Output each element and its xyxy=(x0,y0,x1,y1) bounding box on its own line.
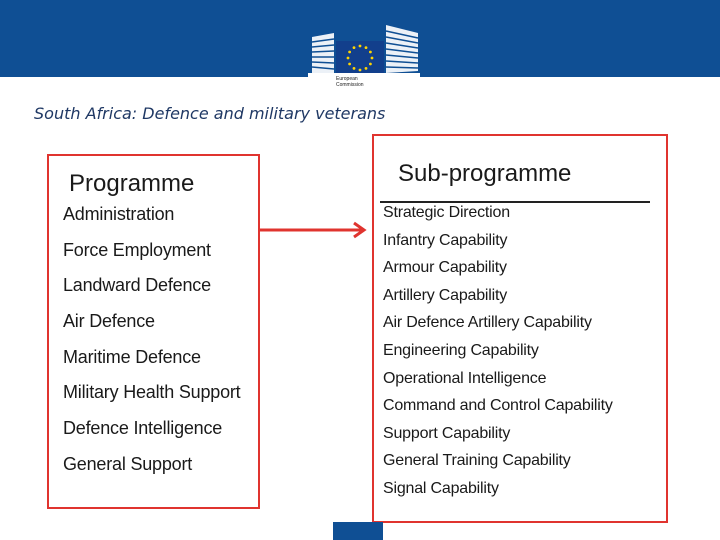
sub-programme-item: Engineering Capability xyxy=(383,341,539,359)
sub-programme-item: Command and Control Capability xyxy=(383,397,613,415)
sub-programme-item: Support Capability xyxy=(383,424,511,442)
sub-programme-item: Signal Capability xyxy=(383,479,499,497)
sub-programme-item: General Training Capability xyxy=(383,452,571,470)
slide-title: South Africa: Defence and military veterans xyxy=(34,104,386,123)
arrow-icon xyxy=(258,219,374,243)
logo-caption: European Commission xyxy=(336,76,364,88)
programme-item: Air Defence xyxy=(63,311,155,332)
programme-heading: Programme xyxy=(69,170,195,197)
programme-item: Force Employment xyxy=(63,239,211,260)
programme-item: Defence Intelligence xyxy=(63,418,223,439)
sub-programme-item: Operational Intelligence xyxy=(383,369,547,387)
sub-programme-item: Infantry Capability xyxy=(383,231,508,249)
footer-accent-bar xyxy=(333,522,383,540)
sub-programme-item: Armour Capability xyxy=(383,259,507,277)
sub-programme-item: Air Defence Artillery Capability xyxy=(383,314,592,332)
sub-programme-list xyxy=(383,202,613,506)
programme-item: Military Health Support xyxy=(63,382,241,403)
programme-item: Administration xyxy=(63,204,175,224)
programme-list xyxy=(63,202,240,488)
programme-box xyxy=(47,154,260,509)
sub-programme-item: Strategic Direction xyxy=(383,204,510,221)
programme-item: Landward Defence xyxy=(63,275,211,296)
sub-programme-box xyxy=(372,134,668,523)
sub-programme-heading: Sub-programme xyxy=(398,160,572,187)
sub-programme-item: Artillery Capability xyxy=(383,286,508,304)
programme-item: General Support xyxy=(63,453,193,474)
programme-item: Maritime Defence xyxy=(63,346,201,367)
